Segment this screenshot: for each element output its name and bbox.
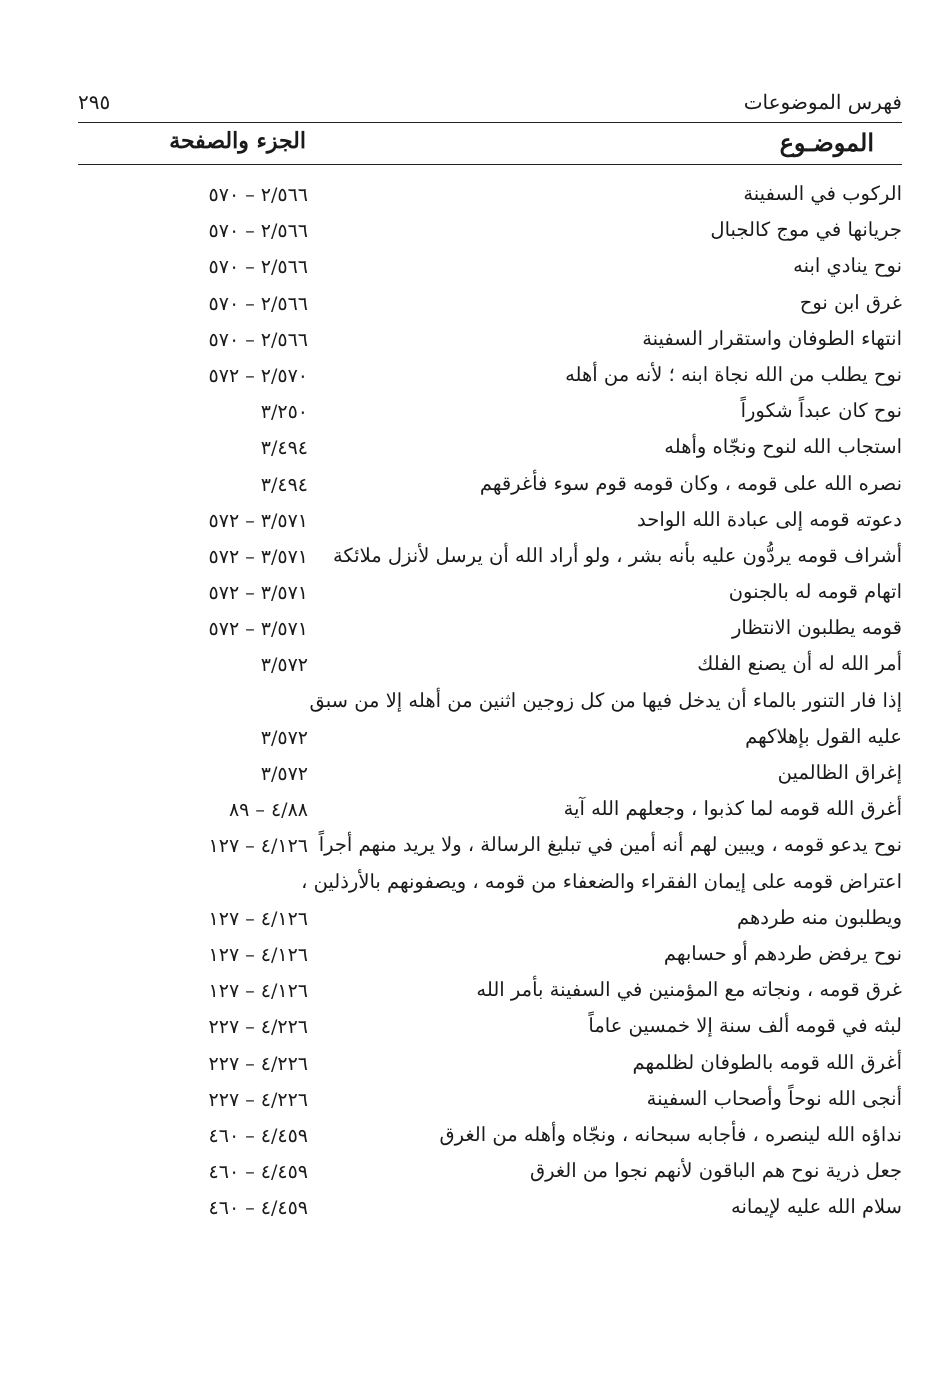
entry-topic: أشراف قومه يردُّون عليه بأنه بشر ، ولو أراد الله أن يرسل لأنزل ملائكة [332, 543, 902, 567]
index-entry [78, 902, 902, 938]
index-entry [78, 1083, 902, 1119]
index-entry [78, 1119, 902, 1155]
index-entry [78, 323, 902, 359]
entry-topic: نوح يرفض طردهم أو حسابهم [663, 941, 902, 965]
entry-topic: ويطلبون منه طردهم [737, 905, 902, 929]
entry-topic: قومه يطلبون الانتظار [731, 616, 902, 640]
running-title: فهرس الموضوعات [743, 90, 902, 114]
entry-reference: ٢/٥٦٦ – ٥٧٠ [208, 184, 308, 206]
entry-topic: نصره الله على قومه ، وكان قومه قوم سوء فأغرقهم [479, 471, 902, 495]
entry-reference: ٤/٨٨ – ٨٩ [228, 799, 308, 822]
index-entry [78, 648, 902, 684]
column-header [78, 122, 902, 165]
index-entry [78, 576, 902, 612]
entry-topic: غرق ابن نوح [799, 290, 902, 314]
entry-topic: أغرق الله قومه لما كذبوا ، وجعلهم الله آية [563, 797, 902, 821]
index-entry [78, 287, 902, 323]
entry-topic: سلام الله عليه لإيمانه [731, 1195, 902, 1219]
index-entry [78, 612, 902, 648]
entry-reference: ٢/٥٦٦ – ٥٧٠ [208, 220, 308, 243]
reference-column-heading: الجزء والصفحة [169, 128, 306, 154]
entry-reference: ٣/٥٧١ – ٥٧٢ [208, 509, 308, 532]
page-number: ٢٩٥ [78, 90, 111, 114]
index-entry [78, 468, 902, 504]
index-entry [78, 1155, 902, 1191]
entry-reference: ٢/٥٦٦ – ٥٧٠ [208, 256, 308, 279]
entry-topic: نوح كان عبداً شكوراً [740, 399, 902, 423]
entry-reference: ٤/١٢٦ – ١٢٧ [208, 907, 308, 930]
entry-topic: جريانها في موج كالجبال [710, 218, 902, 242]
index-entry [78, 250, 902, 286]
entry-topic: عليه القول بإهلاكهم [745, 724, 902, 748]
entry-reference: ٢/٥٦٦ – ٥٧٠ [208, 328, 308, 351]
entry-topic: نوح ينادي ابنه [793, 254, 902, 278]
running-head [78, 88, 902, 123]
entry-reference: ٣/٢٥٠ [260, 401, 308, 424]
entry-topic: اعتراض قومه على إيمان الفقراء والضعفاء من قومه ، ويصفونهم بالأرذلين ، [301, 869, 902, 893]
index-entry [78, 721, 902, 757]
index-entry [78, 866, 902, 902]
entry-reference: ٣/٤٩٤ [260, 473, 308, 496]
entry-topic: نوح يطلب من الله نجاة ابنه ؛ لأنه من أهله [565, 362, 902, 386]
index-entry [78, 974, 902, 1010]
index-entry [78, 178, 902, 214]
entry-reference: ٤/١٢٦ – ١٢٧ [208, 943, 308, 966]
entry-reference: ٣/٤٩٤ [260, 437, 308, 460]
entry-topic: انتهاء الطوفان واستقرار السفينة [642, 326, 902, 350]
entry-reference: ٣/٥٧٢ [260, 726, 308, 749]
entry-reference: ٣/٥٧١ – ٥٧٢ [208, 545, 308, 568]
topic-column-heading: الموضـوع [779, 128, 874, 157]
entry-topic: لبثه في قومه ألف سنة إلا خمسين عاماً [588, 1014, 902, 1038]
entry-topic: أمر الله له أن يصنع الفلك [697, 652, 902, 676]
entry-topic: الركوب في السفينة [743, 182, 902, 205]
index-entry [78, 1047, 902, 1083]
entry-topic: أنجى الله نوحاً وأصحاب السفينة [646, 1086, 902, 1110]
entry-reference: ٣/٥٧١ – ٥٧٢ [208, 618, 308, 641]
entry-reference: ٤/٤٥٩ – ٤٦٠ [208, 1197, 308, 1220]
entry-topic: إذا فار التنور بالماء أن يدخل فيها من كل زوجين اثنين من أهله إلا من سبق [309, 688, 902, 712]
entry-topic: اتهام قومه له بالجنون [728, 580, 902, 604]
index-entry [78, 1191, 902, 1227]
entry-topic: إغراق الظالمين [777, 761, 902, 784]
index-entry [78, 431, 902, 467]
entry-reference: ٣/٥٧٢ [260, 654, 308, 677]
index-entries [78, 178, 902, 1227]
entry-topic: نوح يدعو قومه ، ويبين لهم أنه أمين في تبليغ الرسالة ، ولا يريد منهم أجراً [318, 833, 902, 857]
entry-reference: ٣/٥٧٢ [260, 763, 308, 785]
entry-reference: ٤/١٢٦ – ١٢٧ [208, 835, 308, 858]
index-entry [78, 938, 902, 974]
entry-reference: ٣/٥٧١ – ٥٧٢ [208, 582, 308, 605]
entry-topic: غرق قومه ، ونجاته مع المؤمنين في السفينة بأمر الله [476, 978, 902, 1002]
index-entry [78, 214, 902, 250]
entry-topic: استجاب الله لنوح ونجّاه وأهله [664, 435, 902, 459]
entry-reference: ٤/٢٢٦ – ٢٢٧ [208, 1016, 308, 1039]
entry-reference: ٤/٤٥٩ – ٤٦٠ [208, 1124, 308, 1147]
index-entry [78, 793, 902, 829]
index-entry [78, 540, 902, 576]
index-entry [78, 757, 902, 793]
entry-reference: ٢/٥٦٦ – ٥٧٠ [208, 292, 308, 315]
entry-topic: جعل ذرية نوح هم الباقون لأنهم نجوا من الغرق [529, 1159, 902, 1183]
index-entry [78, 1010, 902, 1046]
index-entry [78, 395, 902, 431]
entry-topic: نداؤه الله لينصره ، فأجابه سبحانه ، ونجّاه وأهله من الغرق [439, 1122, 902, 1146]
entry-topic: دعوته قومه إلى عبادة الله الواحد [637, 507, 902, 531]
index-entry [78, 359, 902, 395]
entry-reference: ٤/٤٥٩ – ٤٦٠ [208, 1161, 308, 1184]
index-entry [78, 685, 902, 721]
entry-reference: ٢/٥٧٠ – ٥٧٢ [208, 364, 308, 387]
entry-reference: ٤/١٢٦ – ١٢٧ [208, 980, 308, 1003]
entry-reference: ٤/٢٢٦ – ٢٢٧ [208, 1088, 308, 1111]
index-entry [78, 504, 902, 540]
entry-topic: أغرق الله قومه بالطوفان لظلمهم [632, 1050, 902, 1074]
index-entry [78, 829, 902, 865]
entry-reference: ٤/٢٢٦ – ٢٢٧ [208, 1052, 308, 1075]
